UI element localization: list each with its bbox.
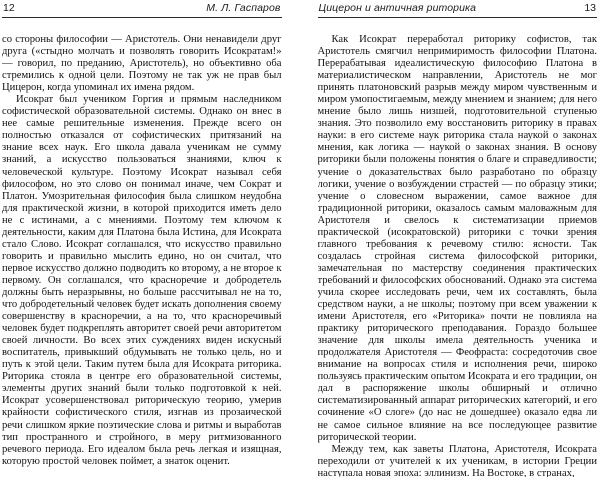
paragraph: со стороны философии — Аристотель. Они ненавидели друг друга («стыдно молчать и позволять говорить Исократам!» — говорил, по преданию, Аристотель), но объективно оба стремились к одной цели. Поэтому не так уж не прав был Цицерон, когда упоминал их имена рядом. [2,34,282,94]
right-page-header [318,2,598,18]
paragraph: Между тем, как заветы Платона, Аристотеля, Исократа переходили от учителей к их ученикам, в истории Греции наступала новая эпоха: эллинизм. На Востоке, в странах, [317,443,597,477]
right-page-number: 13 [584,2,596,14]
paragraph: Как Исократ переработал риторику софистов, так Аристотель смягчил непримиримость философии Платона. Перерабатывая идеалистическую философию Платона в материалистическом направлении, Аристотель не мог принять платоновский разрыв между миром чувственным и миром умопостигаемым, между мнением и знанием; для него мнение было лишь низшей, подготовительной ступенью знания. Это позволило ему восстановить риторику в правах науки: в его системе наук риторика стала наукой о законах мнения, как логика — наукой о законах знания. В основу риторики были положены понятия о благе и справедливости; учение о доказательствах было разработано по образцу логики, учение о возбуждении страстей — по образцу этики; учение о словесном выражении, самое важное для традиционной риторики, оказалось самым маловажным для Аристотеля и свелось к систематизации приемов практической (исократовской) риторики с точки зрения главного требования к речевому стилю: ясности. Так создалась стройная система философской риторики, замечательная по мастерству соединения практических требований и философских обоснований. Однако эта система учила скорее исследовать речи, чем их составлять, была средством науки, а не школы; поэтому при всем уважении к имени Аристотеля, его «Риторика» почти не повлияла на практику риторического преподавания. Гораздо большее значение для школы имела деятельность ученика и продолжателя Аристотеля — Феофраста: сосредоточив свое внимание на вопросах стиля и исполнения речи, широко пользуясь практическим опытом Исократа и его традиции, он дал в распоряжение школы обширный и отлично систематизированный аппарат риторических категорий, и его сочинение «О слоге» (до нас не дошедшее) оказало едва ли не самое сильное влияние на все последующее развитие риторической теории. [317,34,597,443]
right-page-body [318,34,598,477]
left-page [2,2,282,477]
left-running-head: М. Л. Гаспаров [206,2,281,14]
right-page [318,2,598,477]
paragraph: Исократ был учеником Горгия и прямым наследником софистической образовательной системы. Однако он внес в нее самые решительные изменения. Прежде всего он полностью отказался от софистических притязаний на знание всех наук. Его школа давала ученикам не сумму знаний, а искусство пользоваться знаниями, ключ к человеческой культуре. Поэтому Исократ называл себя философом, но это слово он понимал иначе, чем Сократ и Платон. Умозрительная философия была слишком неудобна для практической жизни, в которой приходится иметь дело не с истинами, а с мнениями. Поэтому тем ключом к деятельности, каким для Платона была Истина, для Исократа стало Слово. Исократ соглашался, что искусство правильно говорить и правильно мыслить едино, но он считал, что первое искусство должно подводить ко второму, а не второе к первому. Он соглашался, что красноречие и добродетель должны быть неразрывны, но больше рассчитывал не на то, что добродетельный человек будет искать дополнения своему совершенству в красноречии, а на то, что красноречивый человек будет подкреплять авторитет своей речи авторитетом своей личности. Во всех этих суждениях виден искусный воспитатель, привыкший обдумывать не только цель, но и путь к этой цели. Таким путем была для Исократа риторика. Риторика стояла в центре его образовательной системы, элементы других знаний были только подготовкой к ней. Исократ усовершенствовал риторическую теорию, умерив крайности софистического стиля, изгнав из прозаической речи слишком яркие поэтические слова и ритмы и выработав тип пространного и стройного, в меру ритмизованного речевого периода. Его идеалом была речь легкая и изящная, которую простой человек поймет, а знаток оценит. [2,94,282,467]
left-page-header [2,2,282,18]
left-page-number: 12 [3,2,15,14]
left-page-body [2,34,282,477]
right-running-head: Цицерон и античная риторика [318,2,477,14]
